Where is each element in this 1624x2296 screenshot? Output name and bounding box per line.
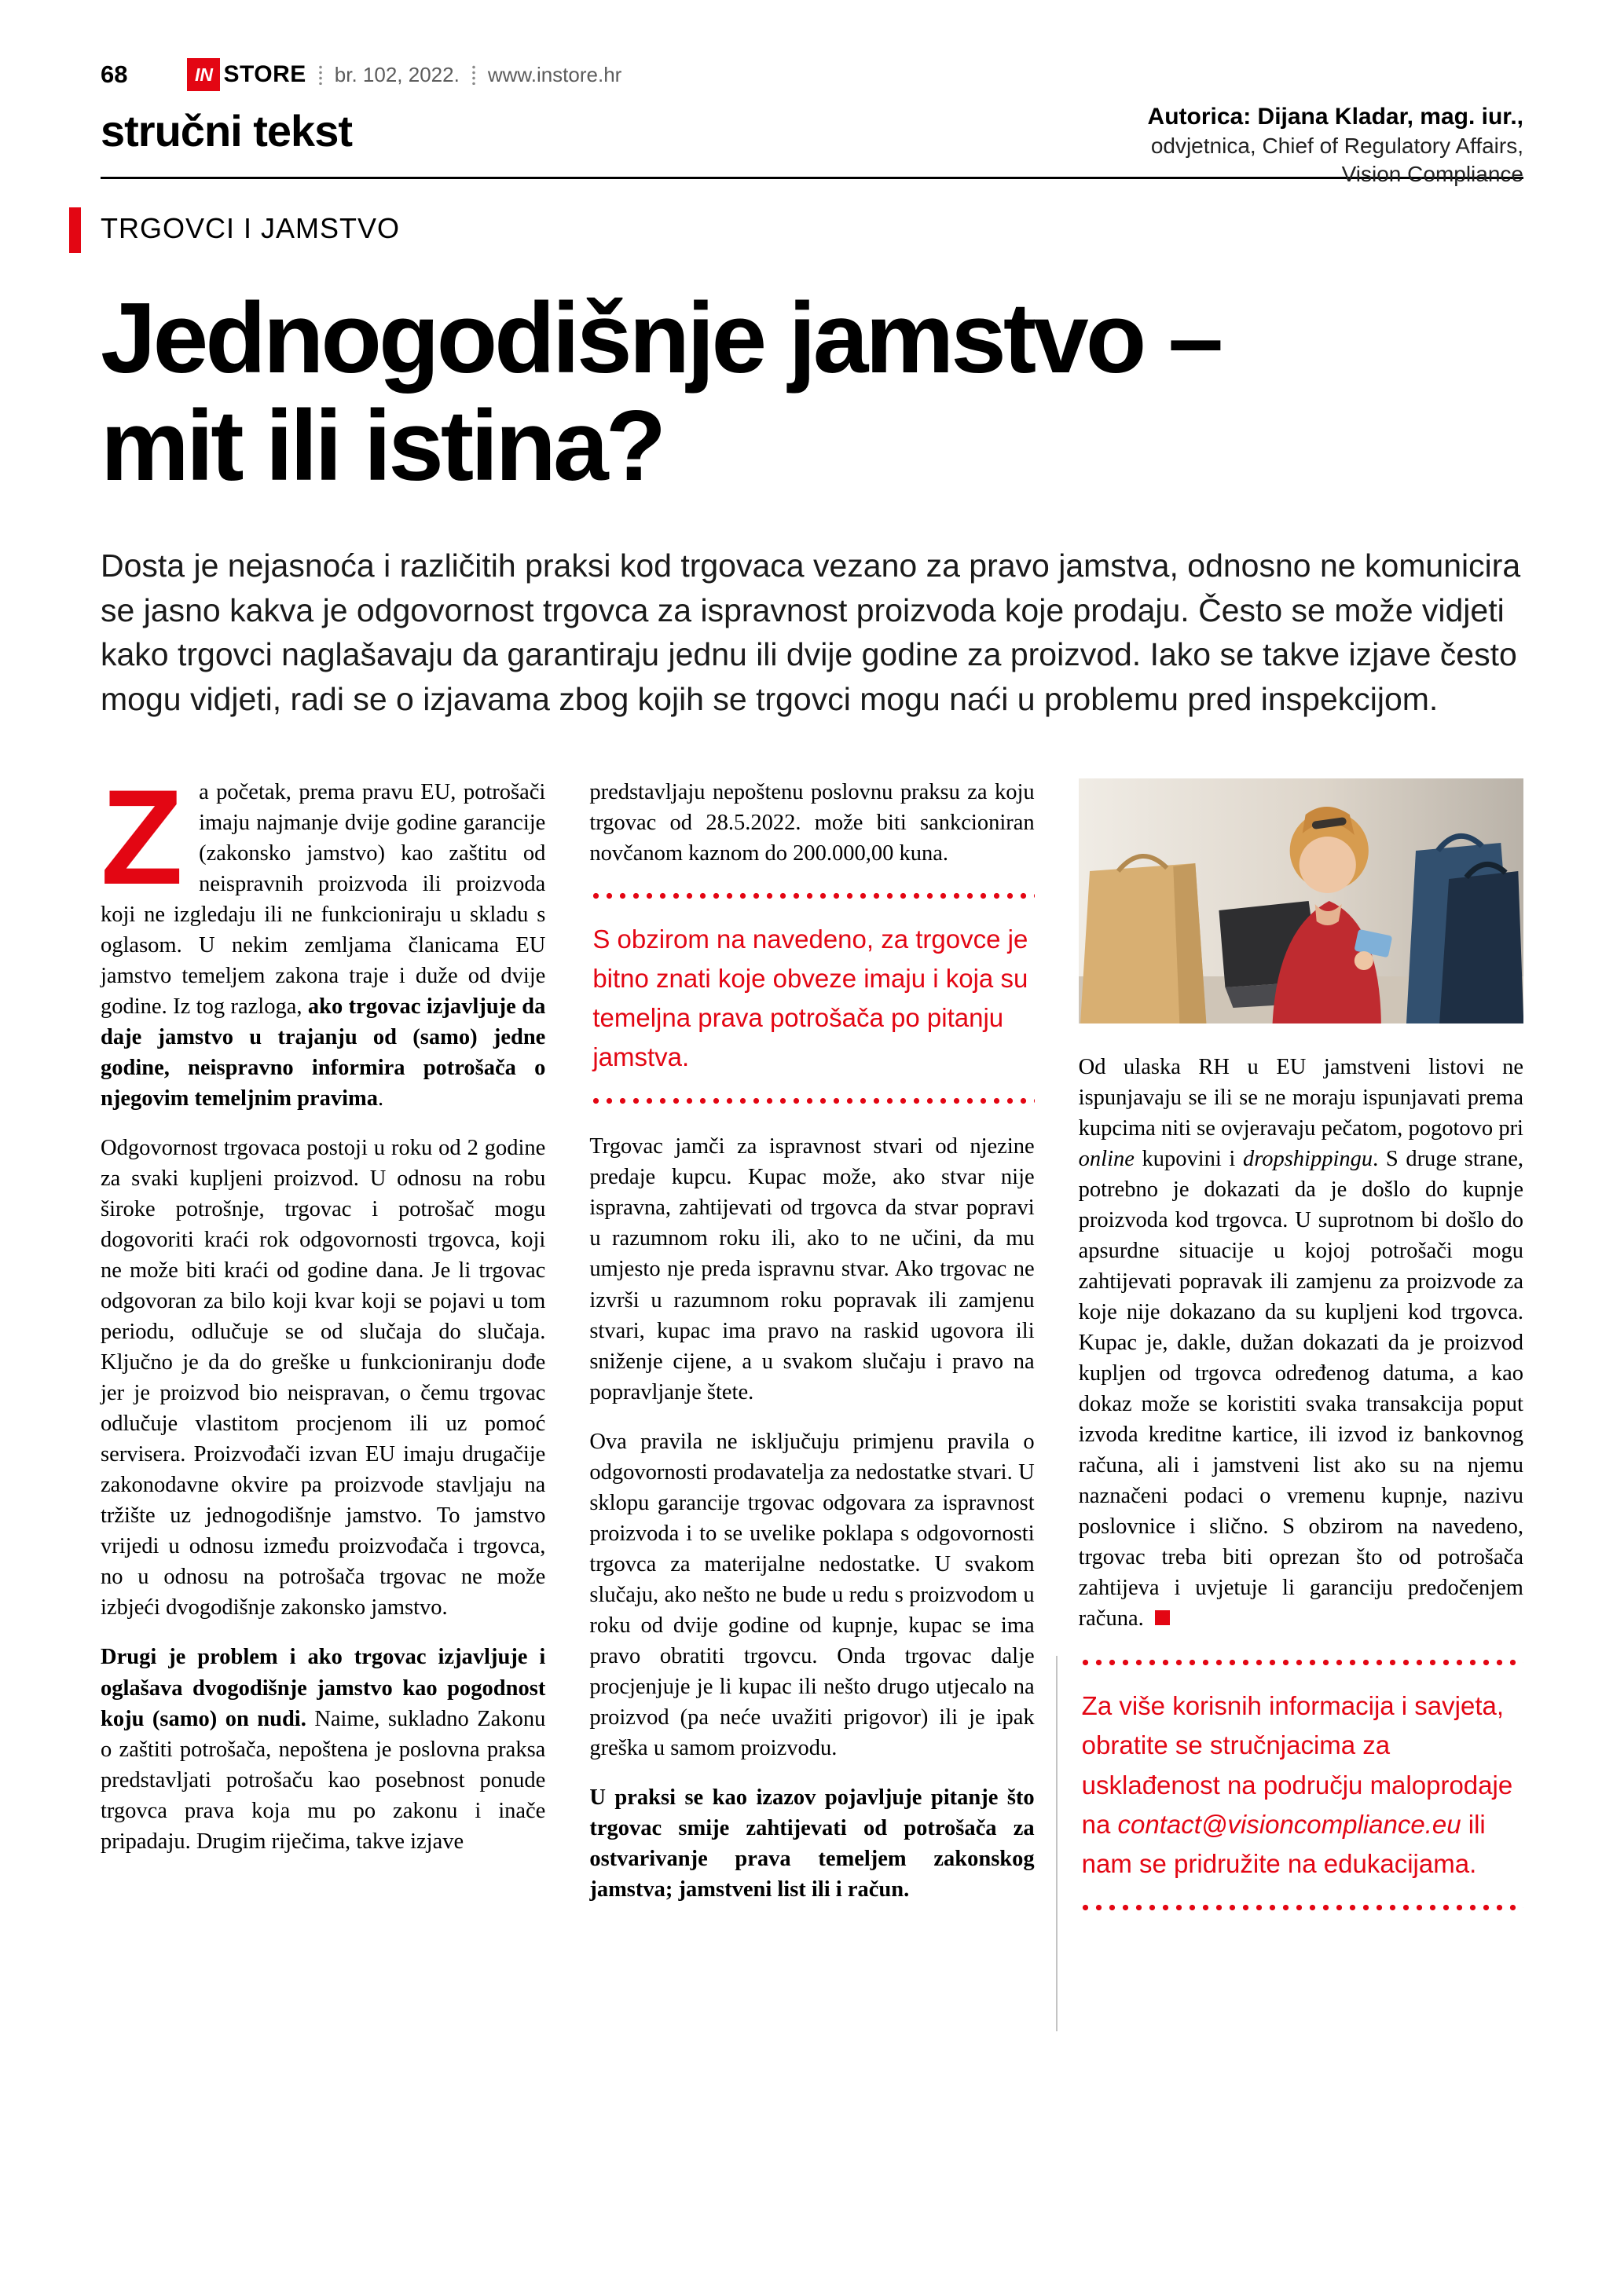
contact-email: contact@visioncompliance.eu (1117, 1809, 1461, 1839)
paragraph-italic-text: dropshippingu (1242, 1146, 1373, 1171)
contact-callout-text (1079, 1666, 1523, 1904)
paragraph: Ova pravila ne isključuju primjenu pravila o odgovornosti prodavatelja za nedostatke stvari. U sklopu garancije trgovac odgovara za ispravnost proizvoda i to se uvelike poklapa s odgovornosti trgovca za materijalne nedostatke. U svakom slučaju, ako nešto ne bude u redu s proizvodom u roku od dvije godine od kupnje, kupac se ima pravo obratiti trgovcu. Onda trgovac dalje procjenjuje je li kupac ili nešto drugo utjecalo na proizvod (pa neće uvažiti prigovor) ili je ipak greška u samom proizvodu. (589, 1429, 1035, 1760)
masthead (101, 58, 1523, 187)
article-headline (101, 284, 1523, 500)
website-url: www.instore.hr (487, 62, 622, 86)
paragraph (589, 1782, 1034, 1905)
paragraph: Odgovornost trgovaca postoji u roku od 2 godine za svaki kupljeni proizvod. U odnosu na robu široke potrošnje, trgovac i potrošač mogu dogovoriti kraći rok odgovornosti trgovca, koji ne može biti kraći od godine dana. Je li trgovac odgovoran za bilo koji kvar koji se pojavi u tom periodu, odlučuje se od slučaja do slučaja. Ključno je da do greške u funkcioniranju dođe jer je proizvod bio neispravan, o čemu trgovac odlučuje vlastitom procjenom ili uz pomoć servisera. Proizvođači izvan EU imaju drugačije zakonodavne okvire pa proizvode stavljaju na tržište uz jednogodišnje jamstvo. To jamstvo vrijedi u odnosu između proizvođača i trgovca, no u odnosu na potrošača trgovac ne može izbjeći dvogodišnje zakonsko jamstvo. (101, 1135, 546, 1620)
page-number: 68 (101, 60, 128, 88)
headline-line-1: Jednogodišnje jamstvo – (101, 282, 1221, 394)
paragraph-text: Od ulaska RH u EU jamstveni listovi ne ispunjavaju se ili se ne moraju ispunjavati prema kupcima niti se ovjeravaju pečatom, pogotovo pri (1078, 1054, 1523, 1141)
callout-text: ili nam se pridružite na edukacijama. (1081, 1809, 1486, 1878)
paragraph: predstavljaju nepoštenu poslovnu praksu za koju trgovac od 28.5.2022. može biti sankcioniran novčanom kaznom do 200.000,00 kuna. (589, 779, 1035, 866)
dotted-divider (589, 1097, 1034, 1104)
issue-number: br. 102, 2022. (334, 62, 460, 86)
paragraph-bold-text: ako trgovac izjavljuje da daje jamstvo u trajanju od (samo) jedne godine, neispravno informira potrošača o njegovim temeljnim pravima (101, 994, 546, 1111)
kicker-label: TRGOVCI I JAMSTVO (101, 212, 401, 244)
article-end-marker (1155, 1610, 1170, 1625)
column-3 (1079, 777, 1523, 1938)
dotted-separator-icon (472, 64, 475, 85)
instore-logo (187, 58, 306, 91)
paragraph: Trgovac jamči za ispravnost stvari od njezine predaje kupcu. Kupac može, ako stvar nije ispravna, zahtijevati od trgovca da stvar popravi u razumnom roku ili, ako to ne učini, da mu umjesto nje preda ispravnu stvar. Ako trgovac ne izvrši u razumnom roku popravak ili zamjenu stvari, kupac ima pravo na raskid ugovora ili sniženje cijene, a u svakom slučaju i pravo na popravljanje štete. (589, 1134, 1035, 1404)
instore-logo-text: STORE (223, 61, 306, 87)
dotted-divider (1079, 1659, 1523, 1666)
paragraph-text: Naime, sukladno Zakonu o zaštiti potrošača, nepoštena je poslovna praksa predstavljati potrošaču kao posebnost ponude trgovca prava koja mu po zakonu i inače pripadaju. Drugim riječima, takve izjave (101, 1706, 546, 1854)
paragraph (101, 761, 546, 1114)
instore-logo-icon: IN (187, 58, 220, 91)
callout-text: Za više korisnih informacija i savjeta, obratite se stručnjacima za usklađenost na području maloprodaje na (1081, 1691, 1513, 1839)
pull-quote-text: S obzirom na navedeno, za trgovce je bitno znati koje obveze imaju i koja su temeljna prava potrošača po pitanju jamstva. (592, 924, 1028, 1072)
dropcap: Z (101, 761, 184, 913)
paragraph (101, 1642, 545, 1856)
column-1 (101, 761, 546, 1938)
paragraph-bold-text: U praksi se kao izazov pojavljuje pitanje što trgovac smije zahtijevati od potrošača za ostvarivanje prava temeljem zakonskog jamstva; jamstveni list ili i račun. (589, 1785, 1035, 1902)
kicker (101, 212, 1523, 245)
headline-line-2: mit ili istina? (101, 390, 664, 502)
kicker-bar (69, 207, 81, 253)
article-photo (1079, 778, 1523, 1023)
paragraph-text: . (378, 1086, 384, 1111)
dotted-separator-icon (319, 64, 322, 85)
paragraph-italic-text: online (1078, 1146, 1135, 1171)
dotted-divider (589, 892, 1034, 899)
paragraph-bold-text: Drugi je problem i ako trgovac izjavljuje i oglašava dvogodišnje jamstvo kao pogodnost koju (samo) on nudi. (101, 1645, 546, 1731)
column-2 (589, 777, 1034, 1938)
paragraph-text: kupovini i (1134, 1146, 1243, 1171)
article-lead: Dosta je nejasnoća i različitih praksi kod trgovaca vezano za pravo jamstva, odnosno ne komunicira se jasno kakva je odgovornost trgovca za ispravnost proizvoda koje prodaju. Često se može vidjeti kako trgovci naglašavaju da garantiraju jednu ili dvije godine za proizvod. Iako se takve izjave često mogu vidjeti, radi se o izjavama zbog kojih se trgovci mogu naći u problemu pred inspekcijom. (101, 547, 1521, 718)
article-body (101, 761, 1523, 1938)
contact-callout (1079, 1659, 1523, 1911)
author-block (1148, 102, 1523, 189)
author-name: Autorica: Dijana Kladar, mag. iur., (1147, 104, 1523, 130)
paragraph-text: . S druge strane, potrebno je dokazati da je došlo do kupnje proizvoda kod trgovca. U suprotnom bi došlo do apsurdne situacije u kojoj potrošači mogu zahtijevati popravak ili zamjenu za proizvode za koje nije dokazano da su kupljeni kod trgovca. Kupac je, dakle, dužan dokazati da je proizvod kupljen od trgovca određenog datuma, a kao dokaz može se koristiti svaka transakcija poput izvoda kreditne kartice, ili izvod iz bankovnog računa, ali i jamstveni list ako su na njemu naznačeni podaci o vremenu kupnje, nazivu poslovnice i slično. S obzirom na navedeno, trgovac treba biti oprezan što od potrošača zahtijeva i uvjetuje li garanciju predočenjem računa. (1078, 1146, 1523, 1631)
pull-quote (589, 892, 1034, 1105)
paragraph-text: a početak, prema pravu EU, potrošači imaju najmanje dvije godine garancije (zakonsko jamstvo) kao zaštitu od neispravnih proizvoda ili proizvoda koji ne izgledaju ili ne funkcioniraju u skladu s oglasom. U nekim zemljama članicama EU jamstvo temeljem zakona traje i duže od dvije godine. Iz tog razloga, (101, 779, 546, 1019)
dotted-divider (1079, 1904, 1523, 1911)
section-title: stručni tekst (101, 106, 352, 156)
author-organization: Vision Compliance (1341, 162, 1523, 187)
author-role: odvjetnica, Chief of Regulatory Affairs, (1150, 134, 1523, 159)
paragraph (1079, 1052, 1523, 1635)
